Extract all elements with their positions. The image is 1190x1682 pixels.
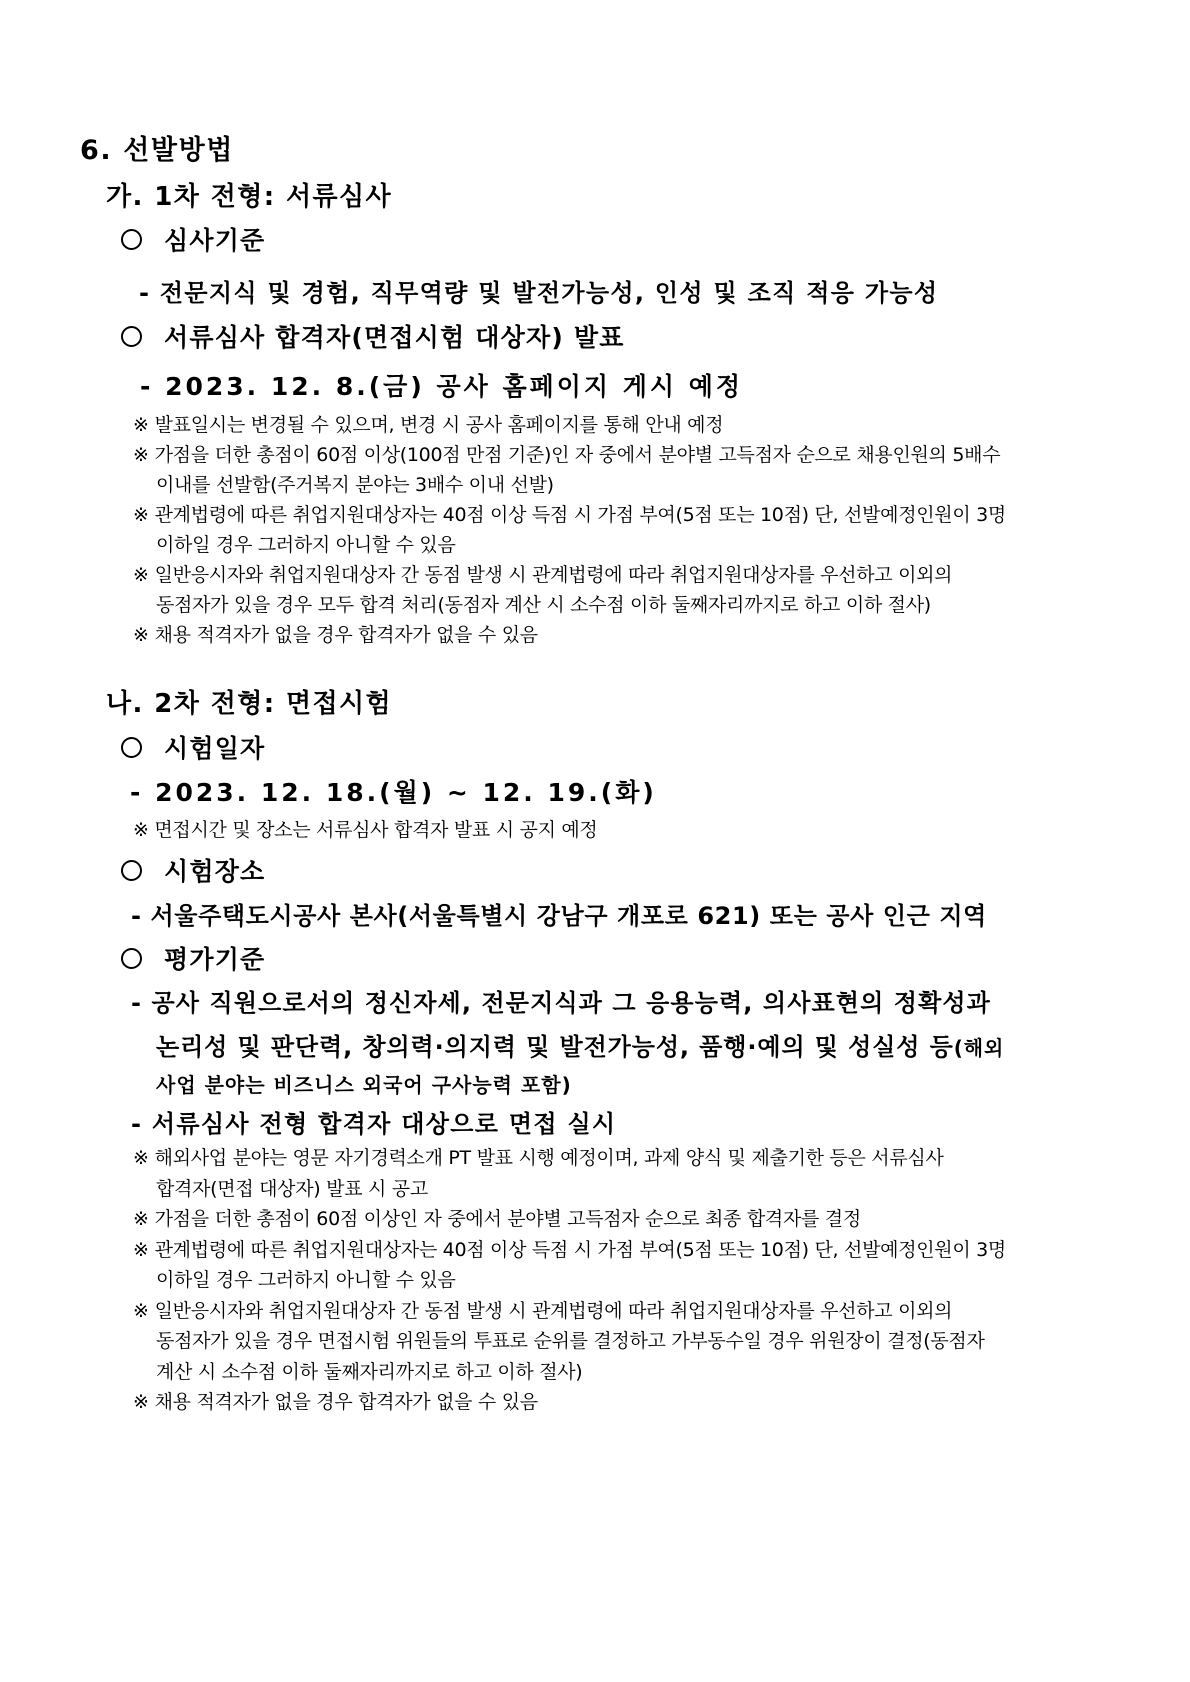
circle-bullet-icon <box>121 737 142 758</box>
reference-mark-icon: ※ <box>133 444 149 466</box>
reference-mark-icon: ※ <box>133 624 149 646</box>
note-text: 합격자(면접 대상자) 발표 시 공고 <box>156 1177 428 1200</box>
note-text: 일반응시자와 취업지원대상자 간 동점 발생 시 관계법령에 따라 취업지원대상자를 우선하고 이외의 <box>154 1299 953 1322</box>
reference-mark-icon: ※ <box>133 1147 149 1169</box>
note-line <box>133 440 1000 467</box>
stage2-eval-line3: 사업 분야는 비즈니스 외국어 구사능력 포함) <box>156 1073 572 1097</box>
stage2-date-title: 시험일자 <box>121 729 265 765</box>
note-line <box>133 620 538 647</box>
stage1-criteria-title: 심사기준 <box>121 221 265 257</box>
stage2-eval-line2: 논리성 및 판단력, 창의력·의지력 및 발전가능성, 품행·예의 및 성실성 등(해외 <box>156 1033 1005 1061</box>
note-continuation-line <box>156 1174 428 1201</box>
note-text: 채용 적격자가 없을 경우 합격자가 없을 수 있음 <box>154 1391 538 1413</box>
note-text: 관계법령에 따른 취업지원대상자는 40점 이상 득점 시 가점 부여(5점 또는 10점) 단, 선발예정인원이 3명 <box>154 1238 1006 1261</box>
note-text: 일반응시자와 취업지원대상자 간 동점 발생 시 관계법령에 따라 취업지원대상자를 우선하고 이외의 <box>154 564 953 586</box>
note-continuation-line <box>156 470 554 497</box>
note-line <box>133 500 1006 527</box>
note-continuation-line <box>156 1326 985 1353</box>
note-text: 동점자가 있을 경우 면접시험 위원들의 투표로 순위를 결정하고 가부동수일 경우 위원장이 결정(동점자 <box>156 1330 985 1352</box>
note-text: 관계법령에 따른 취업지원대상자는 40점 이상 득점 시 가점 부여(5점 또는 10점) 단, 선발예정인원이 3명 <box>154 504 1006 526</box>
note-line <box>133 1204 861 1231</box>
note-text: 이하일 경우 그러하지 아니할 수 있음 <box>156 534 456 556</box>
reference-mark-icon: ※ <box>133 564 149 586</box>
note-text: 발표일시는 변경될 수 있으며, 변경 시 공사 홈페이지를 통해 안내 예정 <box>154 414 724 436</box>
stage2-place-title: 시험장소 <box>121 852 265 888</box>
circle-bullet-icon <box>121 229 142 250</box>
note-continuation-line <box>156 590 931 617</box>
circle-bullet-icon <box>121 326 142 347</box>
note-continuation-line <box>156 1265 456 1292</box>
stage2-eval-title: 평가기준 <box>121 940 265 976</box>
reference-mark-icon: ※ <box>133 1299 149 1322</box>
note-text: 계산 시 소수점 이하 둘째자리까지로 하고 이하 절사) <box>156 1360 583 1383</box>
stage1-announce-date: - 2023. 12. 8.(금) 공사 홈페이지 게시 예정 <box>140 372 744 401</box>
note-line <box>133 410 723 437</box>
note-text: 해외사업 분야는 영문 자기경력소개 PT 발표 시행 예정이며, 과제 양식 및 제출기한 등은 서류심사 <box>154 1147 944 1169</box>
note-text: 가점을 더한 총점이 60점 이상인 자 중에서 분야별 고득점자 순으로 최종 합격자를 결정 <box>154 1208 861 1230</box>
stage2-heading: 나. 2차 전형: 면접시험 <box>106 689 393 719</box>
reference-mark-icon: ※ <box>133 414 149 436</box>
stage2-target-item: - 서류심사 전형 합격자 대상으로 면접 실시 <box>131 1110 617 1138</box>
stage2-date-item: - 2023. 12. 18.(월) ~ 12. 19.(화) <box>130 778 657 807</box>
stage2-place-item: - 서울주택도시공사 본사(서울특별시 강남구 개포로 621) 또는 공사 인근 지역 <box>131 902 987 930</box>
stage2-eval-line1: - 공사 직원으로서의 정신자세, 전문지식과 그 응용능력, 의사표현의 정확성과 <box>131 989 991 1017</box>
circle-bullet-icon <box>121 948 142 969</box>
note-text: 동점자가 있을 경우 모두 합격 처리(동점자 계산 시 소수점 이하 둘째자리까지로 하고 이하 절사) <box>156 594 931 616</box>
stage1-announce-title: 서류심사 합격자(면접시험 대상자) 발표 <box>121 318 625 354</box>
note-text: 가점을 더한 총점이 60점 이상(100점 만점 기준)인 자 중에서 분야별 고득점자 순으로 채용인원의 5배수 <box>154 444 1001 466</box>
note-continuation-line <box>156 530 456 557</box>
note-line <box>133 1387 538 1414</box>
stage1-criteria-item: - 전문지식 및 경험, 직무역량 및 발전가능성, 인성 및 조직 적응 가능성 <box>139 279 939 307</box>
circle-bullet-icon <box>121 860 142 881</box>
stage2-date-note: ※ 면접시간 및 장소는 서류심사 합격자 발표 시 공지 예정 <box>133 819 598 841</box>
note-line <box>133 1235 1006 1262</box>
note-line <box>133 560 952 587</box>
reference-mark-icon: ※ <box>133 1238 149 1261</box>
reference-mark-icon: ※ <box>133 1391 149 1413</box>
note-continuation-line <box>156 1357 582 1384</box>
note-line <box>133 1296 952 1323</box>
reference-mark-icon: ※ <box>133 504 149 526</box>
note-text: 채용 적격자가 없을 경우 합격자가 없을 수 있음 <box>154 624 538 646</box>
note-line <box>133 1143 944 1170</box>
note-text: 이하일 경우 그러하지 아니할 수 있음 <box>156 1269 456 1291</box>
stage1-heading: 가. 1차 전형: 서류심사 <box>106 182 393 212</box>
note-text: 이내를 선발함(주거복지 분야는 3배수 이내 선발) <box>156 474 554 496</box>
reference-mark-icon: ※ <box>133 1208 149 1230</box>
section-title: 6. 선발방법 <box>80 135 234 166</box>
